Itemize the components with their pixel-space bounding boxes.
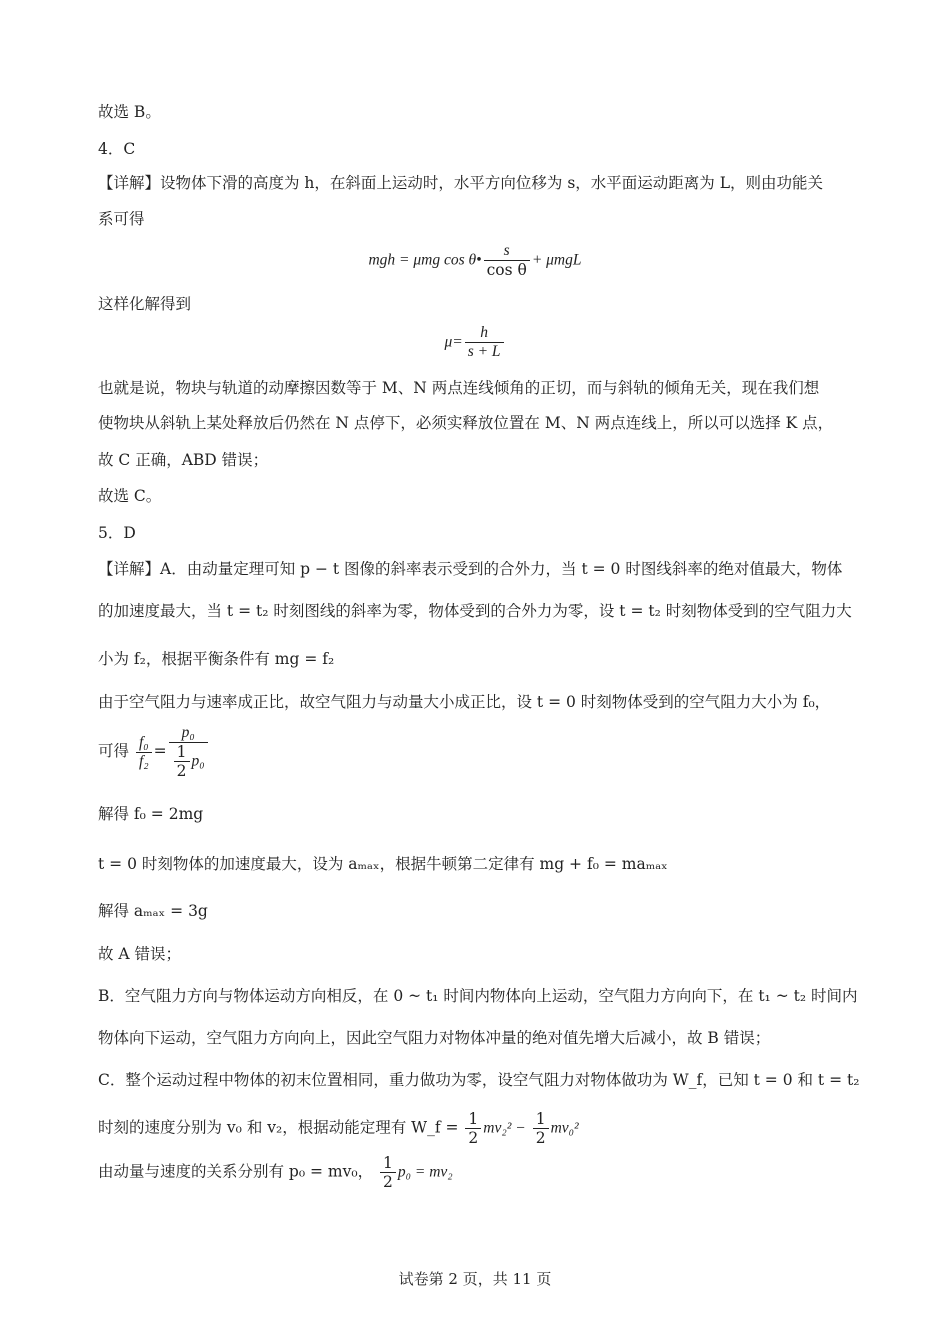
eq1-den: cos θ bbox=[486, 261, 527, 279]
half-den: 2 bbox=[383, 1173, 393, 1191]
half-num: 1 bbox=[380, 1154, 396, 1173]
text-line-with-fractions bbox=[98, 1154, 453, 1191]
half-fraction bbox=[533, 1110, 549, 1147]
text-line: 使物块从斜轨上某处释放后仍然在 N 点停下，必须实释放位置在 M、N 两点连线上，所以可以选择 K 点， bbox=[98, 414, 834, 432]
question-number: 5．D bbox=[98, 524, 136, 542]
eq3-half bbox=[174, 743, 190, 780]
text-line: 故 C 正确，ABD 错误； bbox=[98, 451, 269, 469]
half-num: 1 bbox=[465, 1110, 481, 1129]
text-line: 也就是说，物块与轨道的动摩擦因数等于 M、N 两点连线倾角的正切，而与斜轨的倾角无关，现在我们想 bbox=[98, 379, 820, 397]
text-line: 物体向下运动，空气阻力方向向上，因此空气阻力对物体冲量的绝对值先增大后减小，故 B 错误； bbox=[98, 1029, 771, 1047]
half-num: 1 bbox=[533, 1110, 549, 1129]
half-den: 2 bbox=[176, 762, 187, 780]
half-num: 1 bbox=[174, 743, 190, 762]
eq1-num: s bbox=[484, 242, 530, 261]
eq2-fraction bbox=[465, 324, 504, 361]
momentum-term: p₀ = mv₂ bbox=[397, 1163, 453, 1181]
text-line: 【详解】A．由动量定理可知 p − t 图像的斜率表示受到的合外力，当 t = 0 时图线斜率的绝对值最大，物体 bbox=[98, 560, 843, 578]
text-line: t = 0 时刻物体的加速度最大，设为 aₘₐₓ，根据牛顿第二定律有 mg + f₀ = maₘₐₓ bbox=[98, 855, 668, 873]
text-line: C．整个运动过程中物体的初末位置相同，重力做功为零，设空气阻力对物体做功为 W_f，已知 t = 0 和 t = t₂ bbox=[98, 1071, 860, 1089]
eq1-rhs: + μmgL bbox=[531, 251, 582, 269]
text-line: 小为 f₂，根据平衡条件有 mg = f₂ bbox=[98, 650, 335, 668]
half-den: 2 bbox=[468, 1129, 479, 1147]
text-line: 这样化解得到 bbox=[98, 295, 192, 313]
eq1-fraction bbox=[484, 242, 530, 279]
ke-term-2: mv₂² − bbox=[483, 1119, 526, 1137]
text-line: 故选 C。 bbox=[98, 487, 162, 505]
eq3-num1: f₀ bbox=[136, 734, 152, 753]
text-line: 解得 f₀ = 2mg bbox=[98, 805, 204, 823]
line22-text: 时刻的速度分别为 v₀ 和 v₂，根据动能定理有 W_f = bbox=[98, 1118, 459, 1137]
eq3-den2 bbox=[169, 743, 208, 780]
ke-term-0: mv₀² bbox=[550, 1119, 579, 1137]
eq3-fraction-right bbox=[169, 724, 208, 780]
text-line: 的加速度最大，当 t = t₂ 时刻图线的斜率为零，物体受到的合外力为零，设 t = t₂ 时刻物体受到的空气阻力大 bbox=[98, 602, 852, 620]
question-number: 4．C bbox=[98, 140, 136, 158]
equation-3 bbox=[98, 724, 210, 780]
equation-2 bbox=[0, 324, 950, 361]
eq3-p0: p₀ bbox=[191, 752, 205, 770]
text-line: 解得 aₘₐₓ = 3g bbox=[98, 902, 208, 920]
text-line: 故选 B。 bbox=[98, 103, 161, 121]
half-fraction bbox=[380, 1154, 396, 1191]
text-line: B．空气阻力方向与物体运动方向相反，在 0 ~ t₁ 时间内物体向上运动，空气阻力方向向下，在 t₁ ~ t₂ 时间内 bbox=[98, 987, 858, 1005]
eq3-equals: = bbox=[153, 742, 167, 760]
page-footer: 试卷第 2 页，共 11 页 bbox=[398, 1270, 552, 1288]
text-line-with-fractions bbox=[98, 1110, 579, 1147]
eq2-den: s + L bbox=[467, 343, 501, 360]
text-line: 系可得 bbox=[98, 210, 145, 228]
equation-1 bbox=[0, 242, 950, 279]
eq3-fraction-left bbox=[136, 734, 152, 771]
line23-text: 由动量与速度的关系分别有 p₀ = mv₀， bbox=[98, 1162, 374, 1181]
eq2-lhs: μ= bbox=[444, 333, 463, 351]
eq3-den1: f₂ bbox=[138, 752, 149, 770]
text-line: 由于空气阻力与速率成正比，故空气阻力与动量大小成正比，设 t = 0 时刻物体受到的空气阻力大小为 f₀， bbox=[98, 693, 831, 711]
half-fraction bbox=[465, 1110, 481, 1147]
half-den: 2 bbox=[535, 1129, 546, 1147]
eq3-prefix: 可得 bbox=[98, 742, 130, 760]
eq3-num2: p₀ bbox=[169, 724, 208, 743]
eq1-lhs: mgh = μmg cos θ• bbox=[368, 251, 482, 269]
eq2-num: h bbox=[465, 324, 504, 343]
text-line: 故 A 错误； bbox=[98, 945, 182, 963]
text-line: 【详解】设物体下滑的高度为 h，在斜面上运动时，水平方向位移为 s，水平面运动距离为 L，则由功能关 bbox=[98, 174, 824, 192]
